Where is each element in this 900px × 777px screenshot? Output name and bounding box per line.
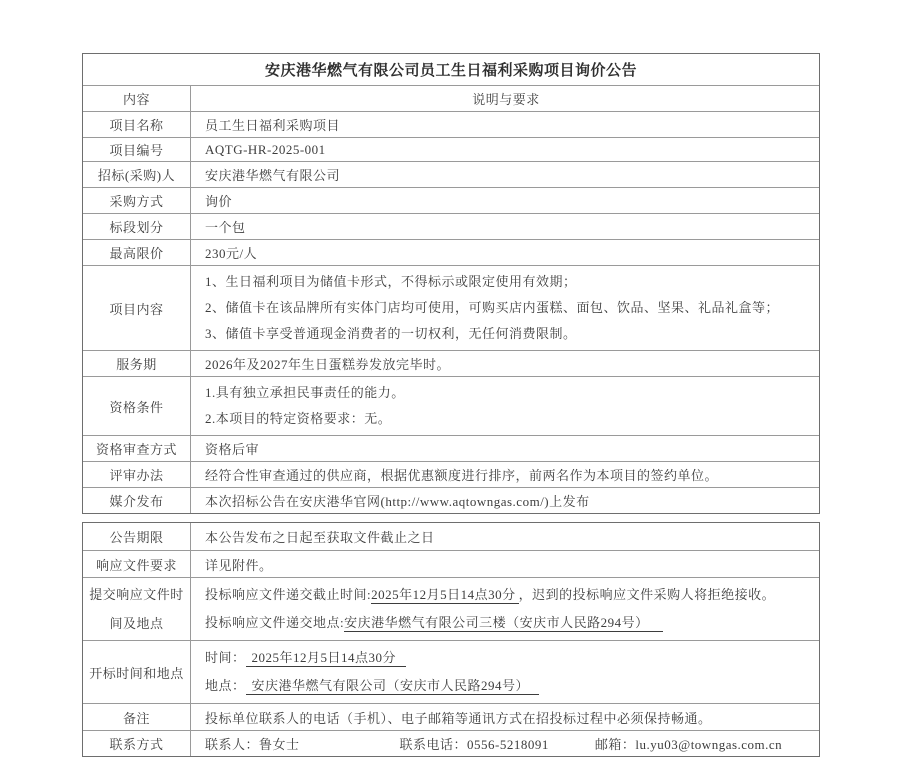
table-row-submission: [83, 577, 819, 640]
submission-deadline-value: 2025年12月5日14点30分: [371, 587, 519, 604]
row-label: 响应文件要求: [83, 551, 191, 577]
contact-person: 联系人：鲁女士: [205, 737, 300, 752]
qualification-line-2: 2.本项目的特定资格要求：无。: [205, 411, 392, 426]
table-row-contact: [83, 730, 819, 756]
announcement-table-schedule: [82, 522, 820, 757]
row-content: 本公告发布之日起至获取文件截止之日: [205, 530, 435, 545]
table-row-opening: [83, 640, 819, 703]
opening-place-value: 安庆港华燃气有限公司（安庆市人民路294号）: [246, 678, 540, 695]
submission-place-line: [205, 609, 807, 637]
table-row: [83, 213, 819, 239]
table-row: [83, 550, 819, 577]
submission-deadline-suffix: ，迟到的投标响应文件采购人将拒绝接收。: [518, 587, 776, 602]
row-content: 一个包: [205, 220, 246, 235]
page-title: 安庆港华燃气有限公司员工生日福利采购项目询价公告: [264, 63, 637, 79]
table-row: [83, 523, 819, 550]
row-content: 详见附件。: [205, 557, 273, 573]
row-content: 询价: [205, 194, 233, 209]
contact-phone: 联系电话：0556-5218091: [399, 737, 549, 752]
row-content: [191, 731, 819, 756]
table-row: [83, 435, 819, 461]
row-label: 公告期限: [83, 523, 191, 550]
header-label-cell: 内容: [83, 86, 191, 111]
row-label: 备注: [83, 704, 191, 730]
row-content: AQTG-HR-2025-001: [205, 141, 326, 157]
opening-time-line: [205, 644, 807, 672]
table-header-row: [83, 85, 819, 111]
row-content: [191, 266, 819, 350]
submission-place-prefix: 投标响应文件递交地点:: [205, 615, 345, 630]
row-label: 最高限价: [83, 240, 191, 265]
announcement-page: [82, 53, 820, 757]
row-label: 媒介发布: [83, 488, 191, 513]
announcement-table-main: [82, 53, 820, 514]
row-label: 招标(采购)人: [83, 162, 191, 187]
row-label: 采购方式: [83, 188, 191, 213]
row-content: 2026年及2027年生日蛋糕券发放完毕时。: [205, 357, 451, 372]
row-label: 项目名称: [83, 112, 191, 137]
table-row: [83, 137, 819, 161]
row-content: 资格后审: [205, 442, 260, 457]
scope-line-3: 3、储值卡享受普通现金消费者的一切权利，无任何消费限制。: [205, 326, 577, 341]
scope-line-1: 1、生日福利项目为储值卡形式，不得标示或限定使用有效期；: [205, 274, 577, 289]
opening-place-line: [205, 672, 807, 700]
scope-line-2: 2、储值卡在该品牌所有实体门店均可使用，可购买店内蛋糕、面包、饮品、坚果、礼品礼盒等；: [205, 300, 780, 315]
row-label: 资格审查方式: [83, 436, 191, 461]
opening-time-value: 2025年12月5日14点30分: [246, 650, 407, 667]
submission-deadline-line: [205, 581, 807, 609]
row-content: [191, 578, 819, 640]
row-label: 服务期: [83, 351, 191, 376]
qualification-line-1: 1.具有独立承担民事责任的能力。: [205, 385, 405, 400]
row-label: 评审办法: [83, 462, 191, 487]
submission-deadline-prefix: 投标响应文件递交截止时间:: [205, 587, 372, 602]
table-row-qualification: [83, 376, 819, 435]
row-content: 230元/人: [205, 246, 258, 261]
row-content: 员工生日福利采购项目: [205, 118, 341, 133]
row-content: 本次招标公告在安庆港华官网(http://www.aqtowngas.com/)上发布: [205, 494, 590, 509]
table-row: [83, 187, 819, 213]
submission-place-value: 安庆港华燃气有限公司三楼（安庆市人民路294号）: [344, 615, 663, 632]
row-content: 安庆港华燃气有限公司: [205, 168, 341, 183]
table-row: [83, 350, 819, 376]
row-label: 资格条件: [83, 377, 191, 435]
row-content: 经符合性审查通过的供应商，根据优惠额度进行排序，前两名作为本项目的签约单位。: [205, 468, 719, 483]
table-row: [83, 461, 819, 487]
row-content: 投标单位联系人的电话（手机）、电子邮箱等通讯方式在招投标过程中必须保持畅通。: [205, 710, 712, 726]
table-row: [83, 239, 819, 265]
opening-place-label: 地点：: [205, 678, 246, 693]
contact-email: 邮箱：lu.yu03@towngas.com.cn: [594, 737, 783, 752]
contact-line: [205, 734, 807, 753]
table-row: [83, 487, 819, 513]
row-label: [83, 578, 191, 640]
row-content: [191, 377, 819, 435]
table-row: [83, 161, 819, 187]
table-row: [83, 111, 819, 137]
table-row: [83, 703, 819, 730]
submission-label-line-2: 间及地点: [109, 616, 164, 631]
row-label: 项目编号: [83, 138, 191, 161]
table-row-project-scope: [83, 265, 819, 350]
row-label: 项目内容: [83, 266, 191, 350]
row-content: [191, 641, 819, 703]
row-label: 标段划分: [83, 214, 191, 239]
header-content-cell: 说明与要求: [472, 92, 540, 107]
row-label: 开标时间和地点: [83, 641, 191, 703]
row-label: 联系方式: [83, 731, 191, 756]
opening-time-label: 时间：: [205, 650, 246, 665]
submission-label-line-1: 提交响应文件时: [89, 587, 184, 602]
